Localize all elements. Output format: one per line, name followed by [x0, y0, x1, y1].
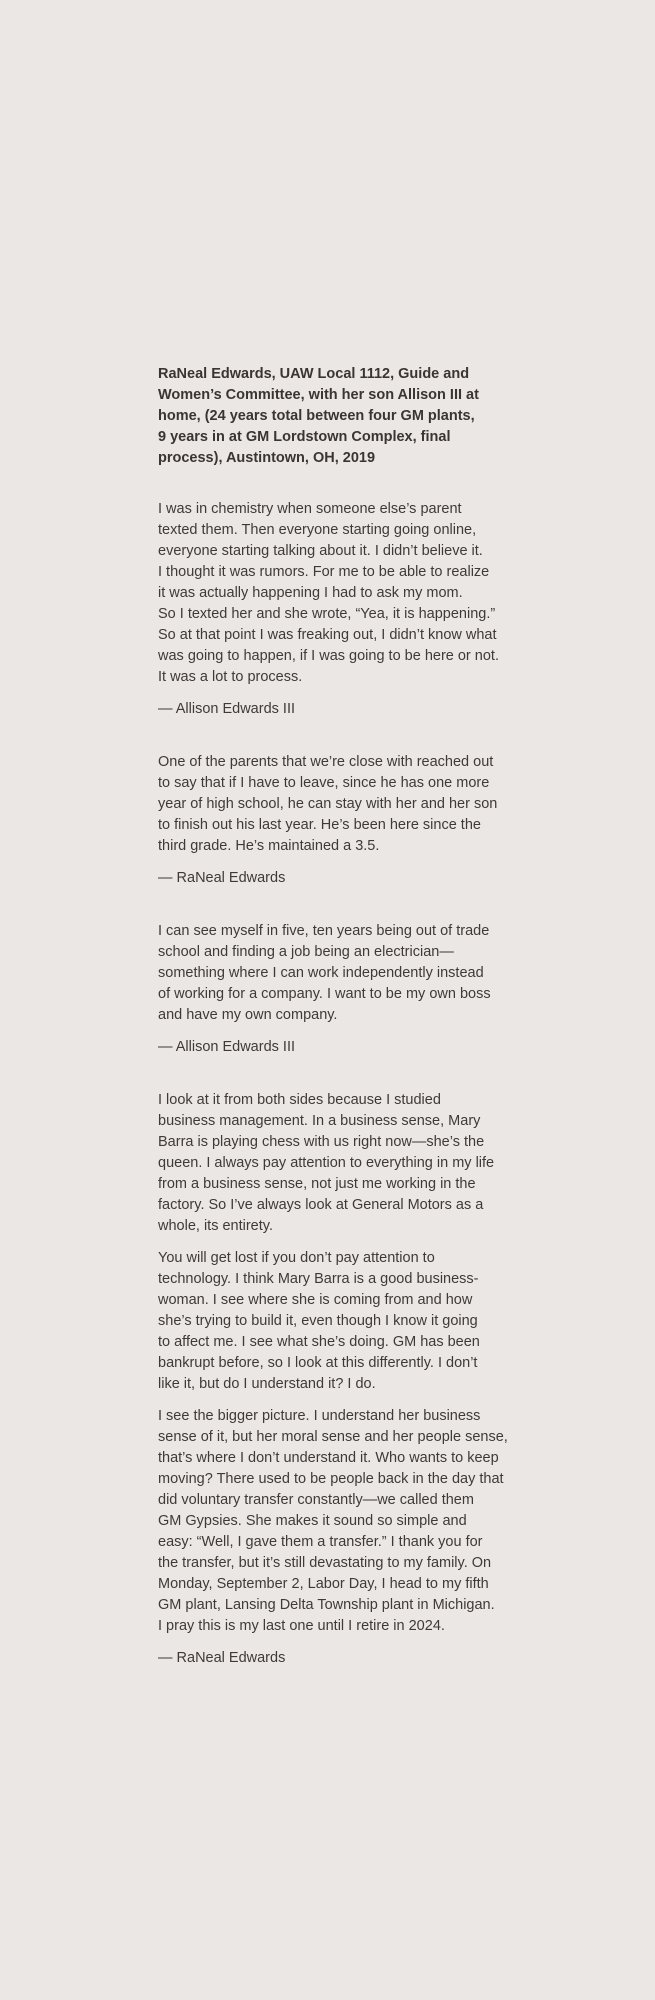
paragraph-line: I can see myself in five, ten years being out of trade — [158, 923, 490, 939]
paragraph-line: like it, but do I understand it? I do. — [158, 1376, 376, 1392]
quote-attribution: — Allison Edwards III — [158, 1039, 295, 1055]
paragraph-line: the transfer, but it’s still devastating to my family. On — [158, 1555, 492, 1571]
quote-paragraph — [158, 1406, 508, 1637]
caption-line: RaNeal Edwards, UAW Local 1112, Guide and — [158, 366, 470, 382]
paragraph-line: easy: “Well, I gave them a transfer.” I thank you for — [158, 1534, 483, 1550]
paragraph-line: factory. So I’ve always look at General Motors as a — [158, 1197, 484, 1213]
paragraph-line: to say that if I have to leave, since he has one more — [158, 775, 490, 791]
paragraph-line: texted them. Then everyone starting going online, — [158, 522, 477, 538]
paragraph-line: I was in chemistry when someone else’s parent — [158, 501, 462, 517]
quote-block — [158, 921, 498, 1058]
paragraph-line: it was actually happening I had to ask my mom. — [158, 585, 463, 601]
paragraph-line: whole, its entirety. — [158, 1218, 273, 1234]
paragraph-line: year of high school, he can stay with her and her son — [158, 796, 498, 812]
paragraph-line: did voluntary transfer constantly—we called them — [158, 1492, 474, 1508]
paragraph-line: school and finding a job being an electrician— — [158, 944, 454, 960]
paragraph-line: queen. I always pay attention to everything in my life — [158, 1155, 495, 1171]
paragraph-line: woman. I see where she is coming from and how — [158, 1292, 473, 1308]
paragraph-line: from a business sense, not just me working in the — [158, 1176, 476, 1192]
paragraph-line: sense of it, but her moral sense and her people sense, — [158, 1429, 508, 1445]
quotes-container — [158, 499, 508, 1669]
paragraph-line: GM Gypsies. She makes it sound so simple and — [158, 1513, 467, 1529]
caption-line: process), Austintown, OH, 2019 — [158, 450, 376, 466]
paragraph-line: something where I can work independently instead — [158, 965, 484, 981]
paragraph-line: of working for a company. I want to be my own boss — [158, 986, 491, 1002]
paragraph-line: I thought it was rumors. For me to be able to realize — [158, 564, 490, 580]
paragraph-line: third grade. He’s maintained a 3.5. — [158, 838, 380, 854]
paragraph-line: Barra is playing chess with us right now—she’s the — [158, 1134, 485, 1150]
caption-line: home, (24 years total between four GM plants, — [158, 408, 475, 424]
caption-line: 9 years in at GM Lordstown Complex, final — [158, 429, 451, 445]
paragraph-line: bankrupt before, so I look at this differently. I don’t — [158, 1355, 478, 1371]
paragraph-line: business management. In a business sense, Mary — [158, 1113, 481, 1129]
photo-caption — [158, 364, 498, 469]
quote-attribution: — Allison Edwards III — [158, 701, 295, 717]
paragraph-line: Monday, September 2, Labor Day, I head to my fifth — [158, 1576, 489, 1592]
paragraph-line: to affect me. I see what she’s doing. GM has been — [158, 1334, 480, 1350]
paragraph-line: moving? There used to be people back in the day that — [158, 1471, 504, 1487]
paragraph-line: technology. I think Mary Barra is a good business- — [158, 1271, 479, 1287]
quote-block — [158, 499, 498, 720]
caption-line: Women’s Committee, with her son Allison III at — [158, 387, 479, 403]
paragraph-line: I see the bigger picture. I understand her business — [158, 1408, 481, 1424]
quote-paragraph — [158, 921, 498, 1026]
paragraph-line: to finish out his last year. He’s been here since the — [158, 817, 481, 833]
quote-block — [158, 752, 498, 889]
paragraph-line: everyone starting talking about it. I didn’t believe it. — [158, 543, 483, 559]
paragraph-line: I look at it from both sides because I studied — [158, 1092, 441, 1108]
quote-attribution: — RaNeal Edwards — [158, 870, 286, 886]
paragraph-line: One of the parents that we’re close with reached out — [158, 754, 494, 770]
quote-attribution: — RaNeal Edwards — [158, 1650, 286, 1666]
paragraph-line: You will get lost if you don’t pay attention to — [158, 1250, 435, 1266]
paragraph-line: and have my own company. — [158, 1007, 338, 1023]
paragraph-line: she’s trying to build it, even though I know it going — [158, 1313, 478, 1329]
quote-block — [158, 1090, 508, 1669]
paragraph-line: So I texted her and she wrote, “Yea, it is happening.” — [158, 606, 496, 622]
quote-paragraph — [158, 499, 498, 688]
paragraph-line: It was a lot to process. — [158, 669, 303, 685]
paragraph-line: I pray this is my last one until I retire in 2024. — [158, 1618, 445, 1634]
quote-paragraph — [158, 1090, 498, 1237]
paragraph-line: GM plant, Lansing Delta Township plant in Michigan. — [158, 1597, 495, 1613]
quote-paragraph — [158, 752, 498, 857]
document-body — [158, 364, 508, 1701]
quote-paragraph — [158, 1248, 498, 1395]
paragraph-line: that’s where I don’t understand it. Who wants to keep — [158, 1450, 499, 1466]
paragraph-line: was going to happen, if I was going to be here or not. — [158, 648, 499, 664]
paragraph-line: So at that point I was freaking out, I didn’t know what — [158, 627, 497, 643]
